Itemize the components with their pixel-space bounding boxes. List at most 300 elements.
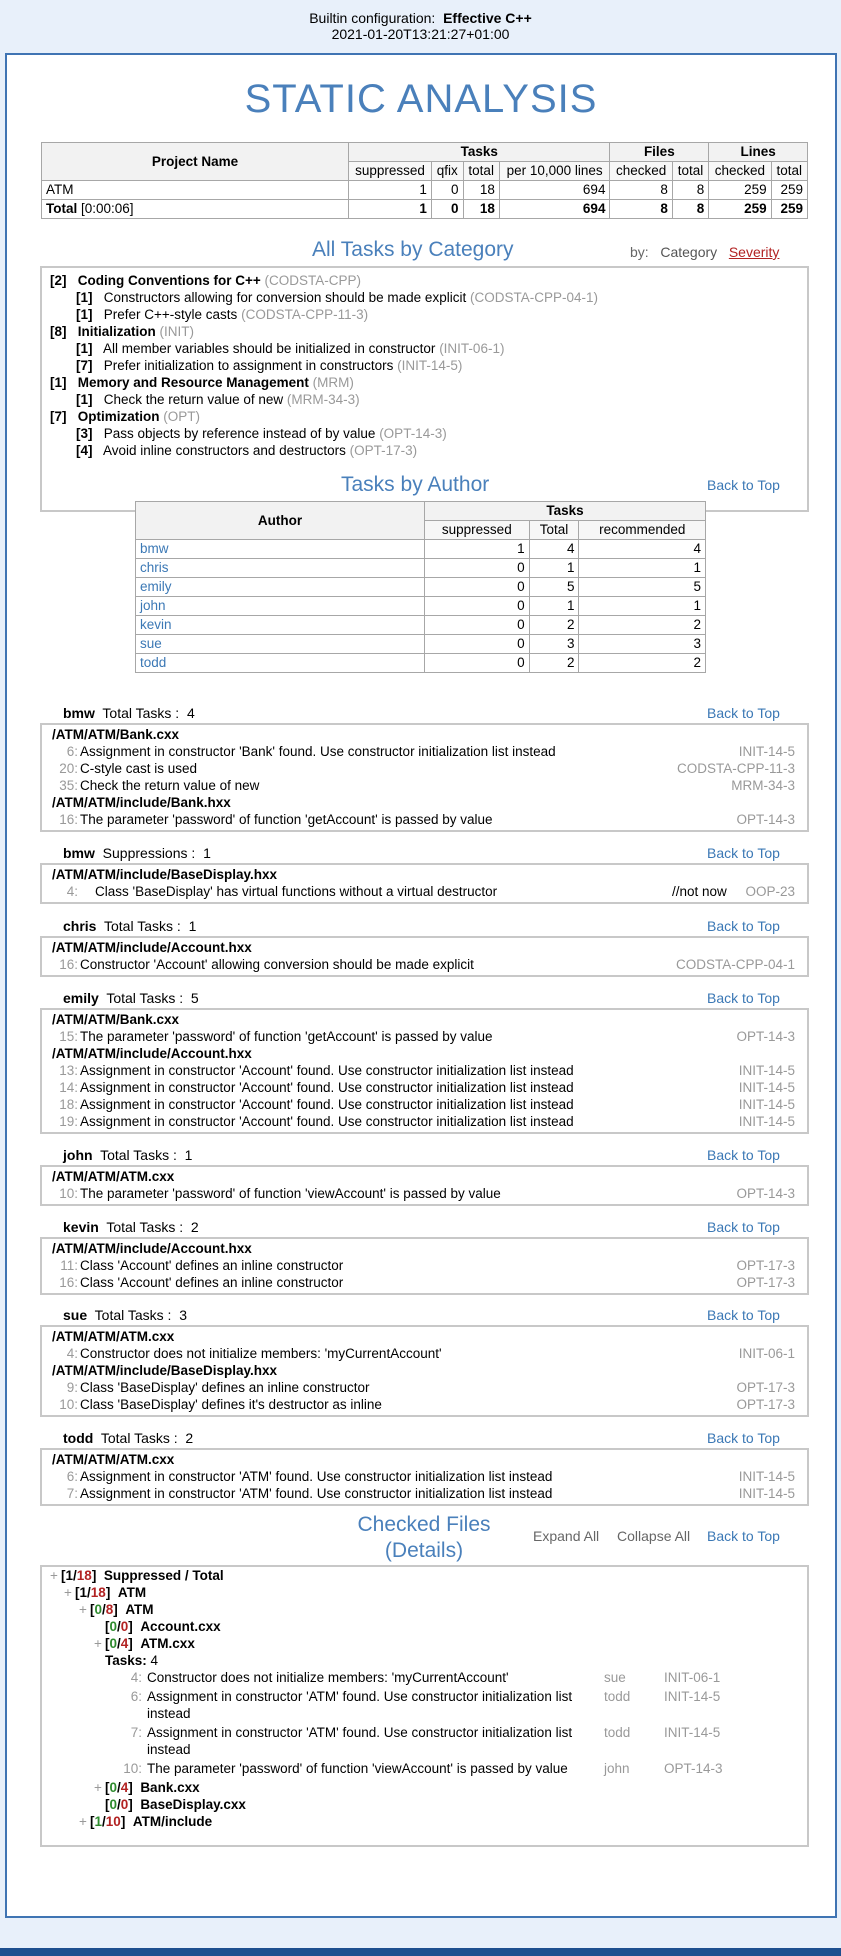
task-text: The parameter 'password' of function 'getAccount' is passed by value [80,812,493,827]
task-item [42,1096,807,1113]
summary-sub-ltotal: total [771,162,807,181]
rule-id: MRM-34-3 [731,778,795,793]
task-item [42,1379,807,1396]
cell: 0 [425,616,530,635]
tree-node [42,1618,807,1635]
summary-sub-ftotal: total [672,162,708,181]
task-item [42,1274,807,1291]
file-path: /ATM/ATM/ATM.cxx [52,1169,175,1184]
author-cell [136,597,425,616]
author-task-list [40,1165,809,1206]
rule-text: Prefer initialization to assignment in constructors [103,358,394,373]
summary-sub-suppressed: suppressed [349,162,432,181]
file-path: /ATM/ATM/include/Account.hxx [52,1241,252,1256]
expand-toggle-icon[interactable]: + [94,1636,102,1651]
category-rule [50,289,799,306]
back-to-top-link[interactable]: Back to Top [707,1307,780,1323]
tree-bracket-close: ] [120,1814,126,1829]
line-number: 13: [59,1063,78,1078]
category-name: Memory and Resource Management [77,375,309,390]
cell: 2 [529,654,579,673]
table-row [42,181,808,200]
cell: 8 [672,181,708,200]
rule-text: Constructors allowing for conversion should be made explicit [103,290,467,305]
author-section-header [63,705,195,721]
task-text: Assignment in constructor 'ATM' found. Use constructor initialization list instead [80,1486,553,1501]
expand-all-link[interactable]: Expand All [533,1528,600,1544]
author-section-header [63,1147,192,1163]
back-to-top-link[interactable]: Back to Top [707,990,780,1006]
cell: 0 [425,578,530,597]
author-name: john [63,1147,93,1163]
author-link[interactable]: john [140,598,166,613]
summary-sub-qfix: qfix [431,162,463,181]
suppressed-count: 0 [109,1619,118,1634]
tree-task [42,1724,807,1760]
cell: 0 [431,200,463,219]
author-link[interactable]: bmw [140,541,169,556]
author-name: chris [63,918,97,934]
category-name: Coding Conventions for C++ [77,273,261,288]
rule-count: [1] [76,392,93,407]
suppressed-count: 0 [109,1797,118,1812]
author-sub-suppressed: suppressed [425,521,530,540]
category-name: Optimization [77,409,160,424]
rule-id: INIT-14-5 [738,1486,795,1501]
tree-slash: / [117,1797,121,1812]
task-text: Class 'Account' defines an inline constructor [80,1275,344,1290]
author-section-header [63,1430,193,1446]
author-total-count: 4 [186,705,195,721]
tree-bracket-close: ] [128,1797,133,1812]
cell: 0 [425,597,530,616]
cell: 0 [425,654,530,673]
tree-slash: / [117,1636,121,1651]
category-section-title: All Tasks by Category [312,238,514,261]
tree-node [42,1567,807,1584]
task-item [42,1185,807,1202]
author-task-list [40,1448,809,1506]
tree-slash: / [102,1602,106,1617]
back-to-top-link[interactable]: Back to Top [707,1219,780,1235]
rule-id: CODSTA-CPP-04-1 [675,957,795,972]
expand-toggle-icon[interactable]: + [64,1585,72,1600]
author-cell [136,578,425,597]
rule-id: OPT-14-3 [736,1186,795,1201]
file-path: /ATM/ATM/include/BaseDisplay.hxx [52,1363,278,1378]
total-count: 18 [76,1568,92,1583]
author-table [135,501,706,673]
cell: 1 [579,559,706,578]
category-count: [8] [50,324,67,339]
rule-id: OPT-17-3 [736,1275,795,1290]
author-total-count: 1 [203,845,211,861]
rule-id: INIT-14-5 [738,1469,795,1484]
rule-id: INIT-14-5 [738,744,795,759]
checked-files-title-line2: (Details) [384,1539,464,1562]
author-total-label: Suppressions : [102,845,196,861]
task-author: john [604,1761,630,1776]
task-item [42,1468,807,1485]
author-task-list [40,1237,809,1295]
cell: 694 [499,181,610,200]
summary-header-lines: Lines [709,143,808,162]
tree-task [42,1688,807,1724]
sort-category-option[interactable]: Category [660,244,718,260]
summary-header-files: Files [610,143,709,162]
category-code: (INIT) [159,324,195,339]
total-count: 18 [90,1585,106,1600]
summary-header-project: Project Name [42,143,349,181]
back-to-top-link[interactable]: Back to Top [707,918,780,934]
cell: 5 [529,578,579,597]
cell: 259 [709,200,771,219]
task-item [42,883,807,900]
task-text: Assignment in constructor 'Account' found. Use constructor initialization list instead [80,1097,574,1112]
back-to-top-link[interactable]: Back to Top [707,1147,780,1163]
tree-bracket-close: ] [105,1585,111,1600]
task-text: Assignment in constructor 'Account' found. Use constructor initialization list instead [80,1114,574,1129]
cell: 1 [349,181,432,200]
cell: 259 [771,200,807,219]
tree-slash: / [102,1814,106,1829]
tree-bracket-close: ] [91,1568,97,1583]
sort-severity-link[interactable]: Severity [728,244,780,260]
line-number: 16: [59,812,78,827]
cell: 0 [431,181,463,200]
file-path: /ATM/ATM/include/Account.hxx [52,1046,252,1061]
line-number: 15: [59,1029,78,1044]
expand-toggle-icon[interactable]: + [94,1780,102,1795]
author-link[interactable]: emily [140,579,172,594]
checked-files-tree [40,1565,809,1847]
file-path: /ATM/ATM/include/Account.hxx [52,940,252,955]
cell: 8 [610,200,672,219]
tasks-label: Tasks: [105,1653,147,1668]
category-count: [7] [50,409,67,424]
rule-code: (OPT-14-3) [379,426,447,441]
author-link[interactable]: sue [140,636,162,651]
cell: 3 [579,635,706,654]
file-path: /ATM/ATM/include/Bank.hxx [52,795,231,810]
cell: 5 [579,578,706,597]
category-group [50,323,799,340]
cell: 2 [579,616,706,635]
bottom-bar [0,1948,841,1956]
table-row [136,616,706,635]
line-number: 7: [66,1486,78,1501]
author-section-header [63,918,196,934]
cell: 259 [709,181,771,200]
expand-toggle-icon[interactable]: + [79,1602,87,1617]
task-text: Assignment in constructor 'ATM' found. Use constructor initialization list instead [80,1469,553,1484]
tree-slash: / [117,1619,121,1634]
rule-id: OPT-14-3 [664,1761,723,1776]
author-total-label: Total Tasks : [104,918,181,934]
author-total-label: Total Tasks : [100,1147,177,1163]
tree-bracket-open: [ [105,1780,110,1795]
line-number: 18: [59,1097,78,1112]
line-number: 6: [66,1469,78,1484]
task-text: Class 'Account' defines an inline constructor [80,1258,344,1273]
author-name: todd [63,1430,94,1446]
rule-count: [1] [76,307,93,322]
task-item [42,811,807,828]
file-path: /ATM/ATM/ATM.cxx [52,1452,175,1467]
summary-sub-lchecked: checked [709,162,771,181]
summary-header-tasks: Tasks [349,143,610,162]
author-total-count: 2 [185,1430,194,1446]
cell: 8 [610,181,672,200]
table-row [136,597,706,616]
rule-code: (OPT-17-3) [349,443,418,458]
rule-id: OPT-14-3 [736,812,795,827]
cell: 3 [529,635,579,654]
task-text: Constructor does not initialize members: 'myCurrentAccount' [80,1346,442,1361]
sort-by-label: by: [630,244,649,260]
category-rule [50,340,799,357]
total-count: 0 [120,1619,129,1634]
author-name: bmw [63,705,95,721]
author-total-count: 1 [184,1147,193,1163]
total-text: Total [46,201,78,216]
author-section-header [63,1219,199,1235]
rule-id: OPT-17-3 [736,1397,795,1412]
file-path: /ATM/ATM/ATM.cxx [52,1329,175,1344]
task-text: C-style cast is used [80,761,198,776]
report-header [0,0,841,42]
file-path: /ATM/ATM/Bank.cxx [52,727,180,742]
file-path: /ATM/ATM/Bank.cxx [52,1012,180,1027]
line-number: 20: [59,761,78,776]
table-row [136,540,706,559]
category-count: [1] [50,375,67,390]
category-rule [50,442,799,459]
author-total-count: 5 [190,990,199,1006]
tree-bracket-open: [ [61,1568,66,1583]
tree-task [42,1760,807,1779]
total-row [42,200,808,219]
tree-label[interactable]: ATM.cxx [140,1636,195,1651]
suppressed-count: 0 [109,1780,118,1795]
tree-node [42,1584,807,1601]
tasks-header [42,1652,807,1669]
line-number: 4: [130,1670,142,1685]
tree-label[interactable]: ATM [117,1585,147,1600]
author-cell [136,616,425,635]
author-cell [136,540,425,559]
line-number: 4: [66,1346,78,1361]
rule-text: Prefer C++-style casts [103,307,238,322]
author-link[interactable]: chris [140,560,169,575]
category-group [50,408,799,425]
config-name: Effective C++ [443,10,532,26]
task-text: Class 'BaseDisplay' has virtual functions without a virtual destructor [95,884,498,899]
rule-id: OOP-23 [745,884,795,899]
task-item [42,777,807,794]
task-text: Assignment in constructor 'Bank' found. Use constructor initialization list instead [80,744,556,759]
author-total-count: 3 [179,1307,188,1323]
category-rule [50,306,799,323]
rule-id: INIT-14-5 [738,1063,795,1078]
checked-files-title [350,1512,498,1564]
tree-label[interactable]: Bank.cxx [140,1780,200,1795]
collapse-all-link[interactable]: Collapse All [617,1528,691,1544]
line-number: 9: [66,1380,78,1395]
rule-id: OPT-17-3 [736,1380,795,1395]
back-to-top-link[interactable]: Back to Top [707,705,780,721]
rule-id: INIT-14-5 [738,1097,795,1112]
author-section-header [63,990,199,1006]
category-group [50,272,799,289]
rule-code: (CODSTA-CPP-11-3) [241,307,369,322]
author-name: bmw [63,845,95,861]
timestamp: 2021-01-20T13:21:27+01:00 [331,26,510,42]
total-count: 8 [105,1602,114,1617]
rule-code: (CODSTA-CPP-04-1) [469,290,598,305]
author-total-count: 1 [188,918,197,934]
task-text: The parameter 'password' of function 'viewAccount' is passed by value [80,1186,501,1201]
task-text: Assignment in constructor 'ATM' found. Use constructor initialization list instead [147,1725,573,1757]
checked-files-title-line1: Checked Files [357,1513,491,1536]
author-section-header [63,845,211,861]
summary-sub-total: total [463,162,499,181]
rule-id: CODSTA-CPP-11-3 [676,761,795,776]
tasks-count: 4 [150,1653,159,1668]
suppressed-count: 0 [109,1636,118,1651]
line-number: 10: [123,1761,142,1776]
author-task-list [40,863,809,904]
cell: 4 [529,540,579,559]
cell: 1 [425,540,530,559]
tree-label[interactable]: Suppressed / Total [103,1568,224,1583]
author-task-list [40,1325,809,1417]
table-row [136,654,706,673]
tree-label[interactable]: ATM/include [132,1814,213,1829]
rule-id: INIT-14-5 [664,1689,721,1704]
author-total-label: Total Tasks : [106,1219,184,1235]
author-total-label: Total Tasks : [94,1307,172,1323]
config-label: Builtin configuration: [309,10,436,26]
category-count: [2] [50,273,67,288]
total-count: 0 [120,1797,129,1812]
expand-toggle-icon[interactable]: + [50,1568,58,1583]
task-text: Class 'BaseDisplay' defines an inline constructor [80,1380,370,1395]
table-row [136,635,706,654]
task-text: Constructor 'Account' allowing conversion should be made explicit [80,957,474,972]
author-link[interactable]: todd [140,655,167,670]
tree-label[interactable]: ATM [125,1602,154,1617]
author-cell [136,654,425,673]
project-name: ATM [42,181,349,200]
total-count: 4 [120,1636,129,1651]
cell: 1 [529,559,579,578]
author-section-header [63,1307,187,1323]
task-item [42,956,807,973]
line-number: 11: [60,1258,78,1273]
total-count: 4 [120,1780,129,1795]
task-item [42,1257,807,1274]
author-link[interactable]: kevin [140,617,172,632]
tree-bracket-open: [ [90,1602,95,1617]
rule-count: [1] [76,341,93,356]
rule-code: (INIT-06-1) [439,341,505,356]
category-name: Initialization [77,324,156,339]
task-author: sue [604,1670,626,1685]
line-number: 10: [59,1397,78,1412]
author-total-label: Total Tasks : [106,990,184,1006]
task-item [42,1485,807,1502]
author-sub-total: Total [529,521,579,540]
cell: 4 [579,540,706,559]
back-to-top-link[interactable]: Back to Top [707,1430,780,1446]
task-text: Assignment in constructor 'Account' found. Use constructor initialization list instead [80,1063,574,1078]
back-to-top-link[interactable]: Back to Top [707,1528,780,1544]
rule-text: Avoid inline constructors and destructors [103,443,346,458]
task-text: Check the return value of new [80,778,260,793]
author-cell [136,635,425,654]
summary-sub-fchecked: checked [610,162,672,181]
tree-node [42,1601,807,1618]
tree-bracket-open: [ [90,1814,95,1829]
line-number: 6: [130,1689,142,1704]
rule-id: INIT-06-1 [738,1346,795,1361]
tree-bracket-close: ] [113,1602,118,1617]
task-author: todd [604,1725,631,1740]
author-task-list [40,723,809,832]
rule-count: [4] [76,443,93,458]
rule-id: INIT-14-5 [738,1080,795,1095]
category-code: (CODSTA-CPP) [264,273,362,288]
category-sort [630,244,779,260]
total-label [42,200,349,219]
rule-code: (INIT-14-5) [397,358,463,373]
author-total-label: Total Tasks : [100,1430,178,1446]
cell: 0 [425,635,530,654]
tree-task [42,1669,807,1688]
tree-label[interactable]: BaseDisplay.cxx [140,1797,246,1812]
tree-bracket-close: ] [128,1780,133,1795]
author-name: emily [63,990,99,1006]
rule-text: Pass objects by reference instead of by value [103,426,376,441]
line-number: 7: [130,1725,142,1740]
line-number: 16: [59,1275,78,1290]
task-author: todd [604,1689,631,1704]
tree-node [42,1779,807,1796]
total-time: [0:00:06] [81,201,134,216]
line-number: 16: [59,957,78,972]
tree-label[interactable]: Account.cxx [140,1619,221,1634]
tree-node [42,1813,807,1830]
task-text: Class 'BaseDisplay' defines it's destructor as inline [80,1397,382,1412]
line-number: 14: [59,1080,78,1095]
category-rule [50,357,799,374]
rule-id: INIT-14-5 [738,1114,795,1129]
rule-count: [1] [76,290,93,305]
expand-toggle-icon[interactable]: + [79,1814,87,1829]
author-total-label: Total Tasks : [102,705,180,721]
back-to-top-link[interactable]: Back to Top [707,477,780,493]
back-to-top-link[interactable]: Back to Top [707,845,780,861]
cell: 259 [771,181,807,200]
line-number: 35: [59,778,78,793]
tree-node [42,1635,807,1652]
rule-id: INIT-14-5 [664,1725,721,1740]
cell: 2 [579,654,706,673]
task-item [42,1113,807,1130]
task-item [42,1062,807,1079]
category-code: (MRM) [312,375,354,390]
